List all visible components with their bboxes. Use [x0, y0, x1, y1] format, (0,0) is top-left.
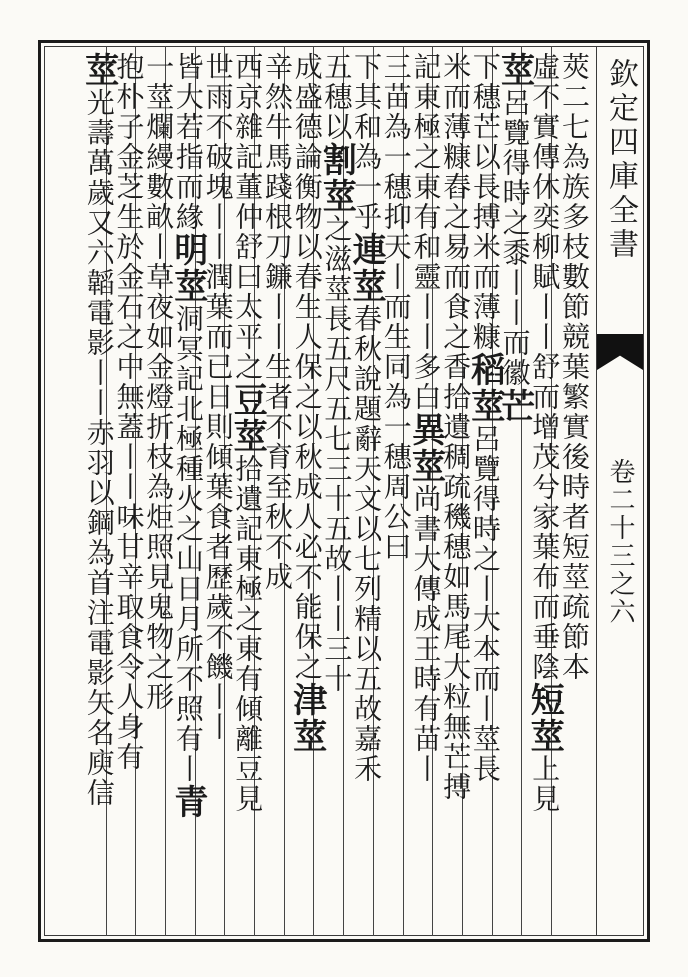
- text-run: 五穗以: [320, 52, 354, 142]
- text-run: 上見: [528, 754, 562, 814]
- entry-heading: 稻莖: [464, 352, 505, 424]
- entry-heading: 莖: [494, 52, 535, 88]
- text-run: 光壽萬歲又六韜電影丨丨赤羽以鋼為首注電影矢名庾信: [82, 88, 116, 808]
- text-run: 三苗為一穗抑天丨而生同為一穗周公曰: [379, 52, 413, 562]
- entry-heading: 莖: [78, 52, 119, 88]
- margin-column: [596, 46, 644, 936]
- text-run: 呂覽得時之丨大本而丨莖長: [468, 424, 502, 784]
- text-run: 抱朴子金芝生於金石之中無蓋丨丨味甘辛取食令人身有: [112, 52, 146, 772]
- text-run: 洞冥記北極種火之山日月所不照有丨: [171, 304, 205, 784]
- entry-heading: 連莖: [346, 232, 387, 304]
- fishtail-mark-icon: [597, 334, 643, 370]
- text-run: 皆大若指而緣: [171, 52, 205, 232]
- entry-heading: 芒: [494, 388, 535, 424]
- text-run: 下穗芒以長搏米而薄糠: [468, 52, 502, 352]
- text-run: 之滋莖長五尺五七三十五故丨丨三十: [320, 214, 354, 694]
- entry-heading: 短莖: [524, 682, 565, 754]
- text-run: 一莖爛縵數畝丨草夜如金燈折枝為炬照見鬼物之形: [142, 52, 176, 712]
- text-run: 辛然牛馬踐根刀鐮丨丨生者不育至秋不成: [261, 52, 294, 592]
- text-run: 米而薄糠舂之易而食之香拾遺稠疏穖穗如馬尾大粒無芒搏: [439, 52, 473, 802]
- text-run: 呂覽得時之黍丨丨而徽: [498, 88, 532, 388]
- entry-heading: 豆莖: [227, 382, 268, 454]
- text-run: 西京雜記董仲舒曰太平之: [231, 52, 265, 382]
- entry-heading: 明莖: [167, 232, 208, 304]
- text-run: 成盛德論衡物以春生人保之以秋成人必不能保之: [290, 52, 324, 682]
- text-run: 虛不實傳休奕柳賦丨丨舒而增茂兮家葉布而垂陰: [528, 52, 562, 682]
- book-title: 欽定四庫全書: [603, 58, 638, 262]
- text-run: 春秋說題辭天文以七列精以五故嘉禾: [350, 304, 384, 784]
- text-run: 莢二七為族多枝數節競葉繁實後時者短莖疏節本: [558, 52, 591, 682]
- text-run: 拾遺記東極之東有傾離豆見: [231, 454, 265, 814]
- entry-heading: 異莖: [405, 412, 446, 484]
- entry-heading: 津莖: [286, 682, 327, 754]
- text-run: 下其和為一乎: [350, 52, 384, 232]
- text-run: 記東極之東有和靈丨丨多白: [409, 52, 443, 412]
- entry-heading: 青: [167, 784, 208, 820]
- text-run: 世雨不破塊丨丨潤葉而已日則傾葉食者歷歲不饑丨丨: [201, 52, 235, 742]
- entry-heading: 割莖: [316, 142, 357, 214]
- chapter-label: 卷二十三之六: [605, 458, 635, 626]
- text-run: 尚書大傳成王時有苗丨: [409, 484, 443, 784]
- text-column: [77, 52, 121, 932]
